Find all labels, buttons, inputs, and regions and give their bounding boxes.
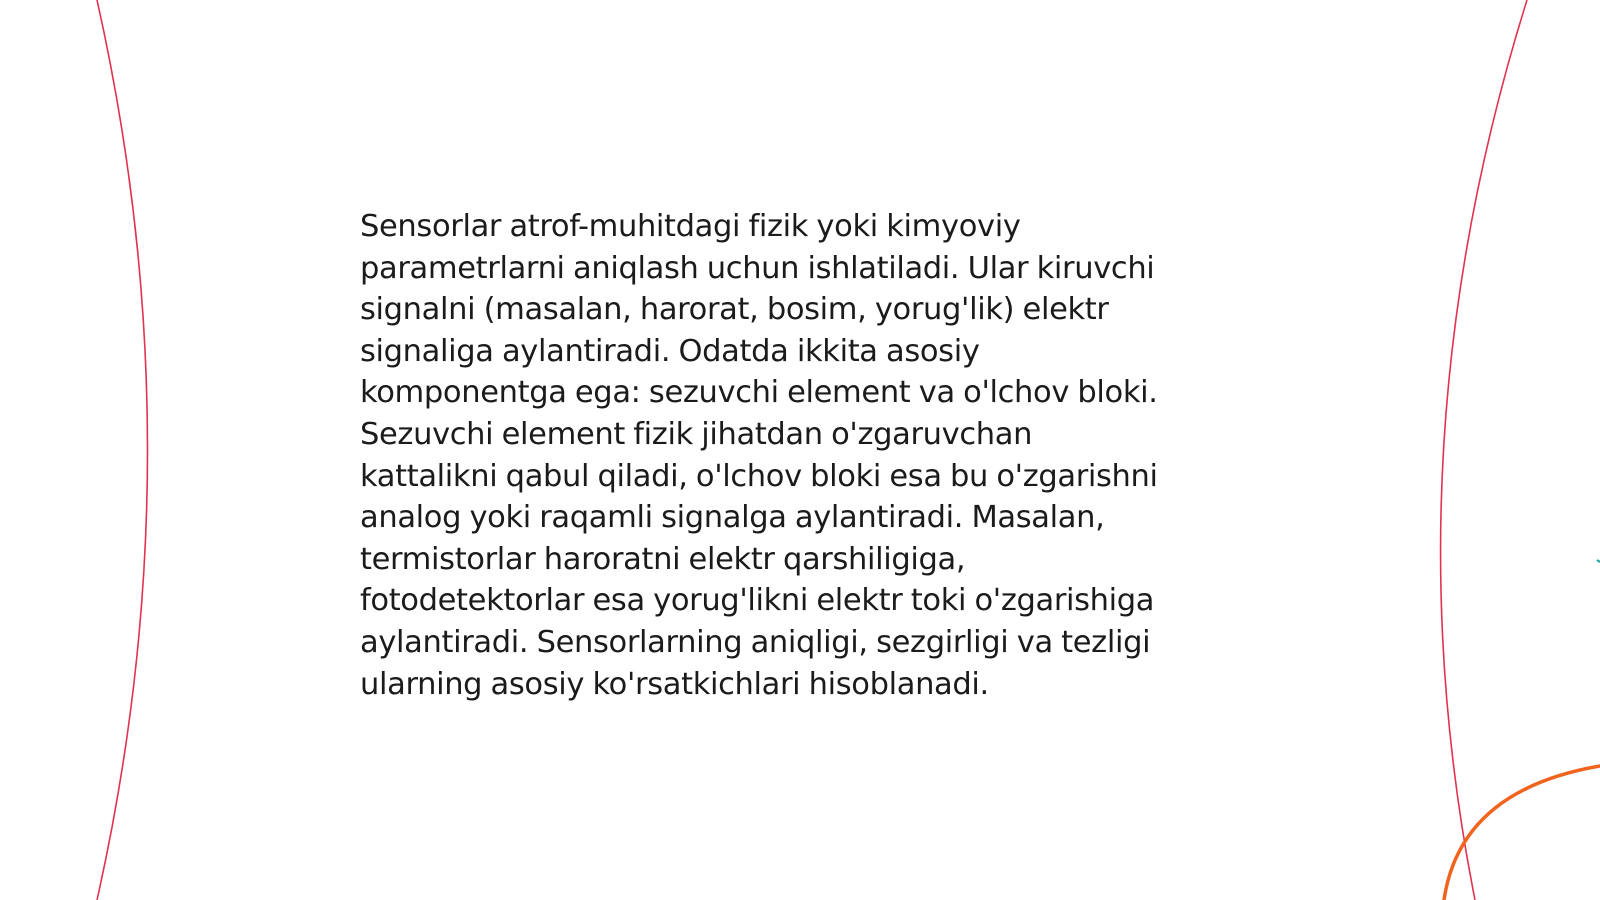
body-line: Sezuvchi element fizik jihatdan o'zgaruvchan [360,416,1033,452]
body-line: ularning asosiy ko'rsatkichlari hisoblanadi. [360,666,989,702]
right-curve-line [1441,0,1527,900]
body-line: analog yoki raqamli signalga aylantiradi. Masalan, [360,500,1105,536]
body-line: aylantiradi. Sensorlarning aniqligi, sezgirligi va tezligi [360,624,1151,660]
body-line: Sensorlar atrof-muhitdagi fizik yoki kimyoviy [360,209,1021,244]
body-line: termistorlar haroratni elektr qarshiligiga, [360,541,966,577]
body-line: kattalikni qabul qiladi, o'lchov bloki esa bu o'zgarishni [360,458,1158,494]
left-curve-line [97,0,148,900]
orange-arc [1444,766,1600,900]
body-line: komponentga ega: sezuvchi element va o'lchov bloki. [360,375,1158,411]
body-line: fotodetektorlar esa yorug'likni elektr toki o'zgarishiga [360,583,1155,619]
body-line: signalni (masalan, harorat, bosim, yorug'lik) elektr [360,292,1109,328]
body-line: signaliga aylantiradi. Odatda ikkita asosiy [360,333,980,369]
body-paragraph [360,206,1260,705]
body-line: parametrlarni aniqlash uchun ishlatiladi. Ular kiruvchi [360,250,1155,286]
